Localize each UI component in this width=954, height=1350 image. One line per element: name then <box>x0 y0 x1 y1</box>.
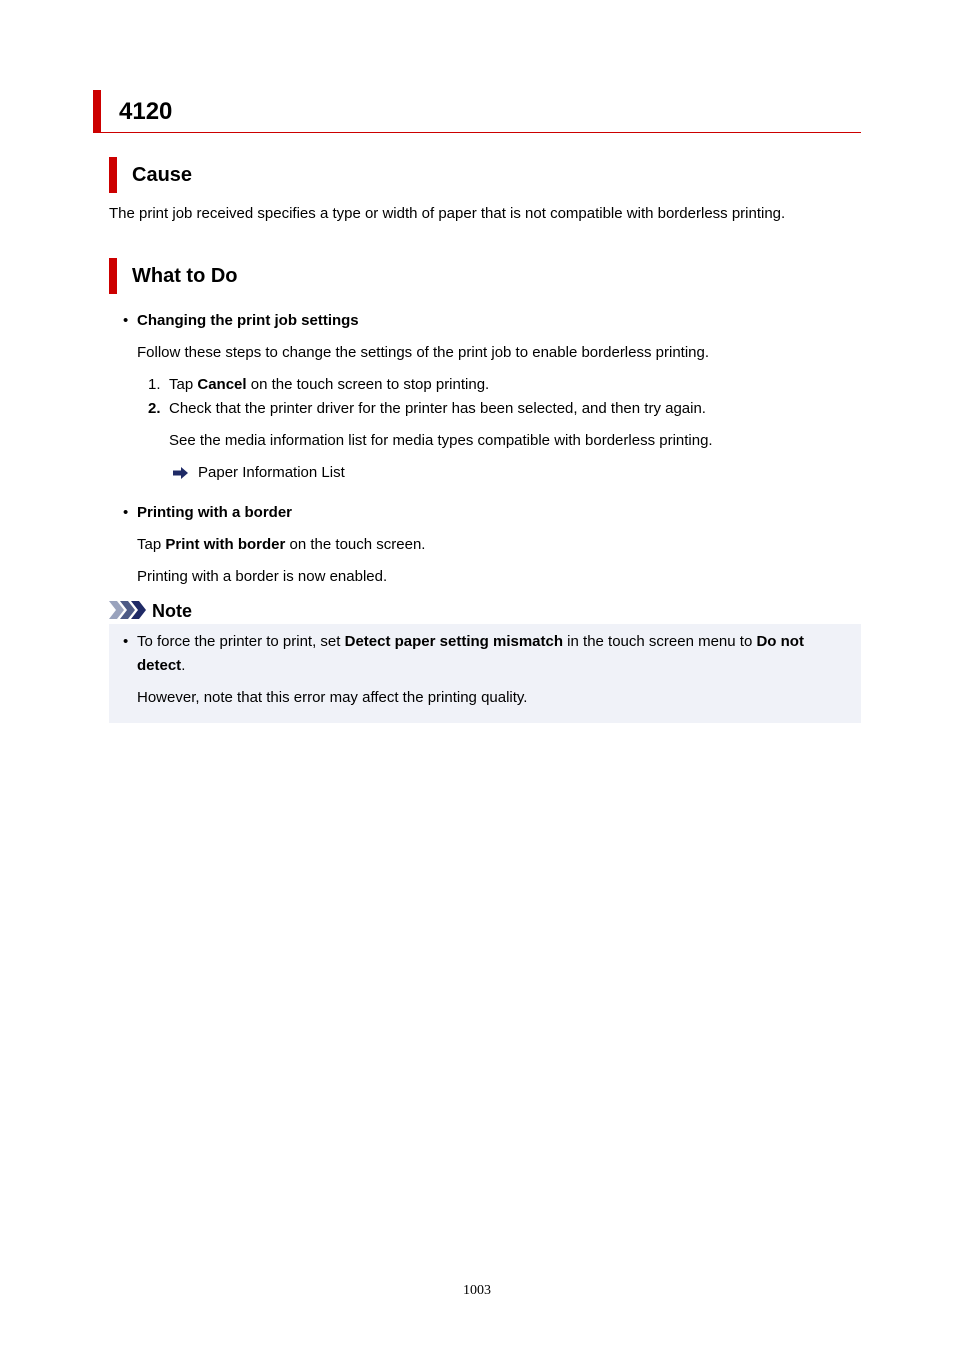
cause-text: The print job received specifies a type or width of paper that is not compatible with borderless printing. <box>109 205 786 222</box>
border-line-1 <box>137 535 425 555</box>
cancel-label: Cancel <box>197 376 247 393</box>
detect-label: detect <box>137 657 182 674</box>
do-not-label: Do not <box>756 633 804 650</box>
step-number: 2. <box>148 400 161 417</box>
note-chevrons-icon <box>109 601 147 619</box>
list-bullet: • <box>123 504 129 521</box>
list-bullet: • <box>123 312 129 329</box>
note-line-1 <box>137 632 804 652</box>
what-to-do-heading-text: What to Do <box>132 265 238 287</box>
step-1-post: on the touch screen to stop printing. <box>246 376 490 393</box>
border-line-1-post: on the touch screen. <box>285 536 426 553</box>
detect-mismatch-label: Detect paper setting mismatch <box>344 633 564 650</box>
page-title-text: 4120 <box>119 98 173 125</box>
step-2-sub: See the media information list for media types compatible with borderless printing. <box>169 432 713 449</box>
border-line-2: Printing with a border is now enabled. <box>137 568 388 585</box>
item-title-printing-border: Printing with a border <box>137 504 293 521</box>
paper-information-list-link[interactable]: Paper Information List <box>198 464 345 481</box>
step-1-text <box>169 375 489 395</box>
note-l1-pre: To force the printer to print, set <box>137 633 345 650</box>
list-bullet: • <box>123 633 129 650</box>
heading-accent-bar <box>109 157 117 193</box>
page-number: 1003 <box>463 1283 491 1298</box>
title-accent-bar <box>93 90 101 133</box>
border-line-1-pre: Tap <box>137 536 166 553</box>
print-with-border-label: Print with border <box>165 536 286 553</box>
cause-heading-text: Cause <box>132 164 193 186</box>
heading-accent-bar <box>109 258 117 294</box>
note-l2-post: . <box>181 657 186 674</box>
step-number: 1. <box>148 376 161 393</box>
item-title-changing-settings: Changing the print job settings <box>137 312 359 329</box>
note-l1-mid: in the touch screen menu to <box>563 633 757 650</box>
step-1-pre: Tap <box>169 376 198 393</box>
item-intro: Follow these steps to change the settings of the print job to enable borderless printing. <box>137 344 710 361</box>
page-title <box>93 90 861 133</box>
note-line-2 <box>137 656 185 676</box>
arrow-right-icon <box>172 466 189 480</box>
note-line-3: However, note that this error may affect the printing quality. <box>137 689 528 706</box>
note-title: Note <box>152 601 192 621</box>
step-2-text: Check that the printer driver for the printer has been selected, and then try again. <box>169 400 706 417</box>
